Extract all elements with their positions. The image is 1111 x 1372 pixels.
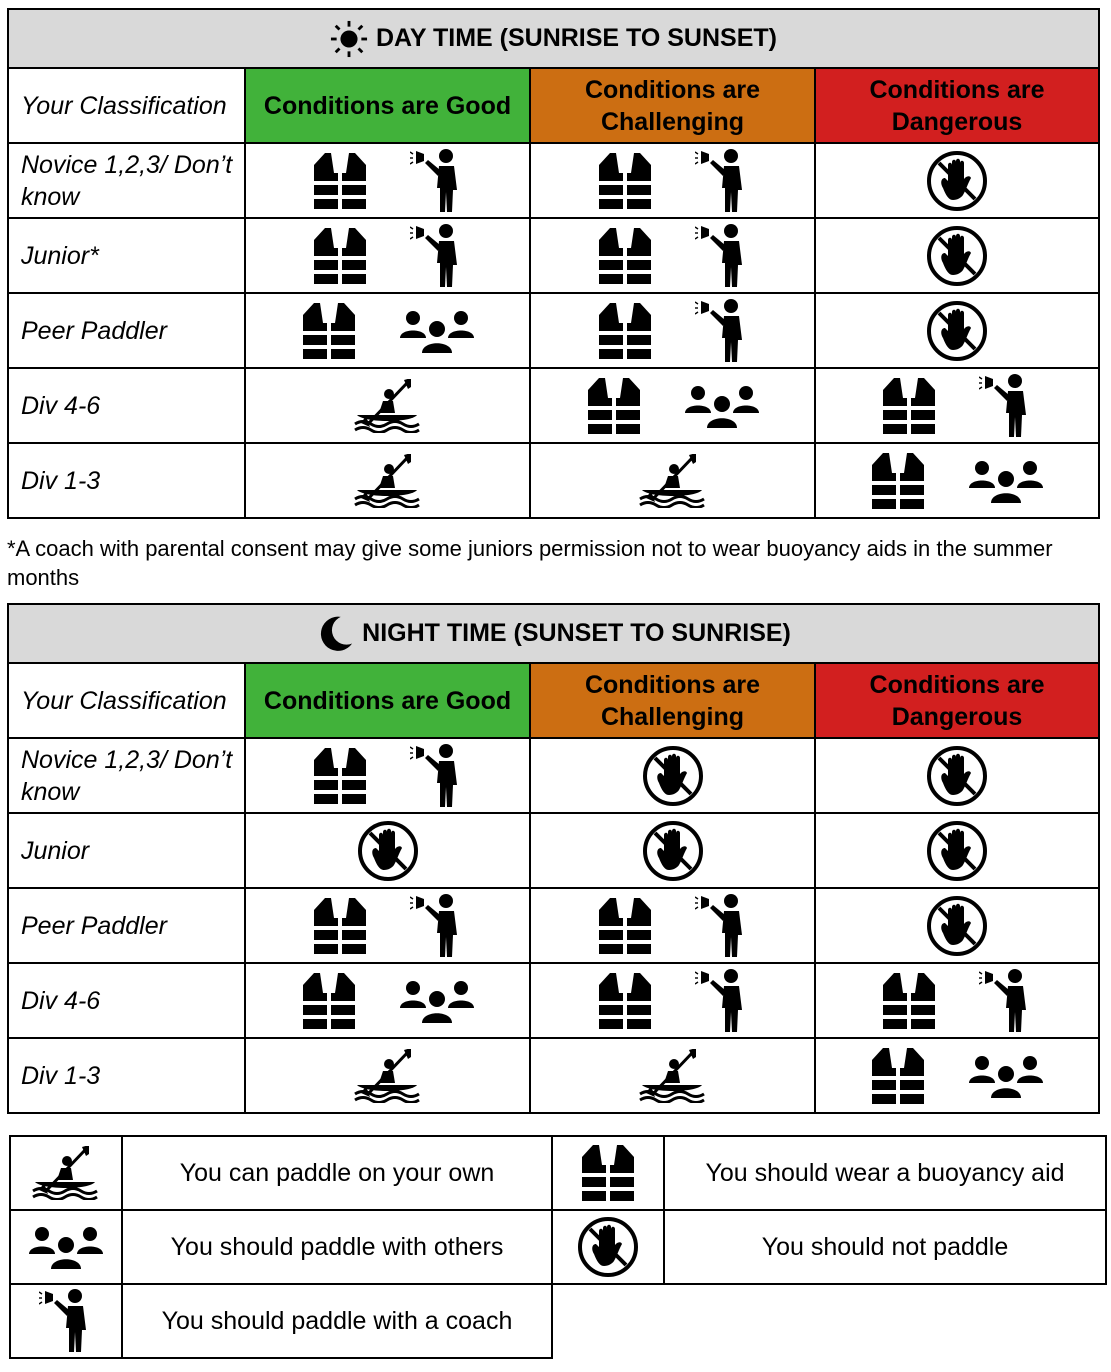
- day-time-table: [7, 8, 1100, 519]
- buoyancy-aid-icon: [312, 746, 368, 806]
- guidance-cell: [530, 888, 815, 963]
- night-title-text: NIGHT TIME (SUNSET TO SUNRISE): [362, 619, 791, 647]
- guidance-cell: [245, 443, 530, 518]
- legend-table: [9, 1135, 1107, 1359]
- guidance-cell: [245, 813, 530, 888]
- no-paddle-icon: [926, 895, 988, 957]
- no-paddle-icon: [926, 745, 988, 807]
- row-label: Div 1-3: [8, 443, 245, 518]
- legend-text: You should paddle with others: [122, 1210, 552, 1284]
- header-challenging: Conditions are Challenging: [530, 663, 815, 738]
- guidance-cell: [815, 1038, 1099, 1113]
- coach-icon: [39, 1288, 93, 1354]
- guidance-cell: [245, 738, 530, 813]
- footnote: *A coach with parental consent may give some juniors permission not to wear buoyancy aids in the summer months: [7, 536, 1053, 590]
- buoyancy-aid-icon: [881, 971, 937, 1031]
- coach-icon: [979, 373, 1033, 439]
- guidance-cell: [530, 443, 815, 518]
- table-row: [8, 143, 1099, 218]
- legend-empty: [552, 1284, 664, 1358]
- coach-icon: [695, 223, 749, 289]
- legend-text: You should not paddle: [664, 1210, 1106, 1284]
- no-paddle-icon: [642, 745, 704, 807]
- guidance-cell: [815, 293, 1099, 368]
- guidance-cell: [530, 218, 815, 293]
- row-label: Peer Paddler: [8, 888, 245, 963]
- classification-header: Your Classification: [8, 663, 245, 738]
- kayaker-icon: [353, 1049, 423, 1103]
- group-icon: [684, 383, 760, 429]
- buoyancy-aid-icon: [586, 376, 642, 436]
- row-label: Peer Paddler: [8, 293, 245, 368]
- no-paddle-icon: [926, 300, 988, 362]
- header-good: Conditions are Good: [245, 663, 530, 738]
- coach-icon: [695, 148, 749, 214]
- header-good: Conditions are Good: [245, 68, 530, 143]
- guidance-cell: [245, 368, 530, 443]
- kayaker-icon: [353, 379, 423, 433]
- legend-icon-cell: [10, 1136, 122, 1210]
- buoyancy-aid-icon: [301, 301, 357, 361]
- guidance-cell: [530, 963, 815, 1038]
- legend-text: You can paddle on your own: [122, 1136, 552, 1210]
- row-label: Div 4-6: [8, 368, 245, 443]
- buoyancy-aid-icon: [881, 376, 937, 436]
- guidance-cell: [815, 218, 1099, 293]
- group-icon: [968, 1053, 1044, 1099]
- coach-icon: [410, 223, 464, 289]
- no-paddle-icon: [642, 820, 704, 882]
- guidance-cell: [815, 888, 1099, 963]
- buoyancy-aid-icon: [870, 451, 926, 511]
- buoyancy-aid-icon: [870, 1046, 926, 1106]
- table-row: [8, 443, 1099, 518]
- group-icon: [399, 978, 475, 1024]
- no-paddle-icon: [926, 225, 988, 287]
- table-row: [8, 218, 1099, 293]
- guidance-cell: [815, 443, 1099, 518]
- group-icon: [968, 458, 1044, 504]
- group-icon: [28, 1224, 104, 1270]
- guidance-cell: [815, 143, 1099, 218]
- night-time-title: [8, 604, 1099, 663]
- table-row: [8, 293, 1099, 368]
- header-challenging: Conditions are Challenging: [530, 68, 815, 143]
- guidance-cell: [245, 888, 530, 963]
- table-row: [8, 888, 1099, 963]
- row-label: Junior: [8, 813, 245, 888]
- coach-icon: [695, 968, 749, 1034]
- guidance-cell: [530, 368, 815, 443]
- guidance-cell: [530, 813, 815, 888]
- classification-header: Your Classification: [8, 68, 245, 143]
- legend-text: You should wear a buoyancy aid: [664, 1136, 1106, 1210]
- legend-icon-cell: [10, 1210, 122, 1284]
- kayaker-icon: [638, 1049, 708, 1103]
- group-icon: [399, 308, 475, 354]
- guidance-cell: [530, 293, 815, 368]
- kayaker-icon: [353, 454, 423, 508]
- no-paddle-icon: [357, 820, 419, 882]
- guidance-cell: [815, 738, 1099, 813]
- guidance-cell: [245, 218, 530, 293]
- day-title-text: DAY TIME (SUNRISE TO SUNSET): [376, 24, 777, 52]
- guidance-cell: [245, 1038, 530, 1113]
- buoyancy-aid-icon: [312, 896, 368, 956]
- buoyancy-aid-icon: [597, 971, 653, 1031]
- guidance-cell: [815, 368, 1099, 443]
- guidance-cell: [530, 1038, 815, 1113]
- coach-icon: [410, 148, 464, 214]
- buoyancy-aid-icon: [597, 896, 653, 956]
- moon-icon: [316, 615, 354, 653]
- no-paddle-icon: [926, 150, 988, 212]
- buoyancy-aid-icon: [597, 151, 653, 211]
- buoyancy-aid-icon: [580, 1143, 636, 1203]
- legend-empty: [664, 1284, 1106, 1358]
- table-row: [8, 813, 1099, 888]
- guidance-cell: [245, 293, 530, 368]
- sun-icon: [330, 20, 368, 58]
- header-dangerous: Conditions are Dangerous: [815, 663, 1099, 738]
- table-row: [8, 963, 1099, 1038]
- table-row: [8, 368, 1099, 443]
- buoyancy-aid-icon: [312, 226, 368, 286]
- table-row: [8, 738, 1099, 813]
- coach-icon: [410, 743, 464, 809]
- buoyancy-aid-icon: [597, 226, 653, 286]
- guidance-cell: [530, 143, 815, 218]
- row-label: Novice 1,2,3/ Don’t know: [8, 738, 245, 813]
- night-time-table: [7, 603, 1100, 1114]
- kayaker-icon: [31, 1146, 101, 1200]
- coach-icon: [695, 298, 749, 364]
- legend-icon-cell: [10, 1284, 122, 1358]
- guidance-cell: [815, 963, 1099, 1038]
- row-label: Div 4-6: [8, 963, 245, 1038]
- no-paddle-icon: [926, 820, 988, 882]
- table-row: [8, 1038, 1099, 1113]
- guidance-cell: [530, 738, 815, 813]
- row-label: Junior*: [8, 218, 245, 293]
- guidance-cell: [245, 963, 530, 1038]
- legend-icon-cell: [552, 1136, 664, 1210]
- legend-icon-cell: [552, 1210, 664, 1284]
- buoyancy-aid-icon: [312, 151, 368, 211]
- day-time-title: [8, 9, 1099, 68]
- row-label: Div 1-3: [8, 1038, 245, 1113]
- buoyancy-aid-icon: [597, 301, 653, 361]
- no-paddle-icon: [577, 1216, 639, 1278]
- coach-icon: [410, 893, 464, 959]
- coach-icon: [695, 893, 749, 959]
- legend-text: You should paddle with a coach: [122, 1284, 552, 1358]
- kayaker-icon: [638, 454, 708, 508]
- guidance-cell: [245, 143, 530, 218]
- guidance-cell: [815, 813, 1099, 888]
- coach-icon: [979, 968, 1033, 1034]
- row-label: Novice 1,2,3/ Don’t know: [8, 143, 245, 218]
- header-dangerous: Conditions are Dangerous: [815, 68, 1099, 143]
- buoyancy-aid-icon: [301, 971, 357, 1031]
